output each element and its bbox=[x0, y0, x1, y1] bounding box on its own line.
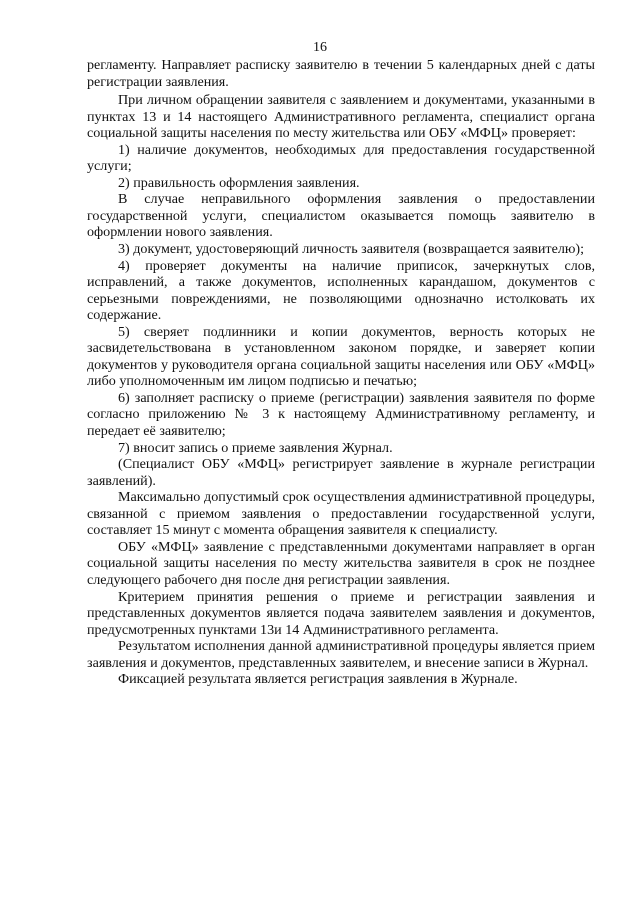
paragraph: Фиксацией результата является регистрация заявления в Журнале. bbox=[118, 671, 518, 688]
list-item: 4) проверяет документы на наличие приписок, зачеркнутых слов, исправлений, а также документов, исполненных карандашом, документов с серьезными повреждениями, не позволяющими однозначно истолковать их содержание. bbox=[87, 257, 595, 324]
page-number: 16 bbox=[313, 40, 327, 55]
paragraph: регламенту. Направляет расписку заявителю в течении 5 календарных дней с даты регистрации заявления. bbox=[87, 57, 595, 90]
paragraph: Результатом исполнения данной административной процедуры является прием заявления и документов, представленных заявителем, и внесение записи в Журнал. bbox=[87, 638, 595, 671]
list-item: 5) сверяет подлинники и копии документов, верность которых не засвидетельствована в установленном законом порядке, и заверяет копии документов у руководителя органа социальной защиты населения или ОБУ «МФЦ» либо уполномоченным им лицом подписью и печатью; bbox=[87, 323, 595, 390]
paragraph: В случае неправильного оформления заявления о предоставлении государственной услуги, специалистом оказывается помощь заявителю в оформлении нового заявления. bbox=[87, 191, 595, 241]
list-item: 6) заполняет расписку о приеме (регистрации) заявления заявителя по форме согласно приложению № 3 к настоящему Административному регламенту, и передает её заявителю; bbox=[87, 389, 595, 440]
paragraph: (Специалист ОБУ «МФЦ» регистрирует заявление в журнале регистрации заявлений). bbox=[87, 456, 595, 489]
paragraph: ОБУ «МФЦ» заявление с представленными документами направляет в орган социальной защиты населения по месту жительства заявителя в срок не позднее следующего рабочего дня после дня регистрации заявления. bbox=[87, 538, 595, 588]
list-item: 1) наличие документов, необходимых для предоставления государственной услуги; bbox=[87, 141, 595, 175]
list-item: 7) вносит запись о приеме заявления Журнал. bbox=[118, 439, 393, 456]
document-body bbox=[87, 57, 595, 688]
paragraph: Критерием принятия решения о приеме и регистрации заявления и представленных документов является подача заявителем заявления и документов, предусмотренных пунктами 13и 14 Административного регламента. bbox=[87, 588, 595, 638]
paragraph: При личном обращении заявителя с заявлением и документами, указанными в пунктах 13 и 14 настоящего Административного регламента, специалист органа социальной защиты населения по месту жительства или ОБУ «МФЦ» проверяет: bbox=[87, 92, 595, 142]
list-item: 2) правильность оформления заявления. bbox=[118, 174, 360, 191]
list-item: 3) документ, удостоверяющий личность заявителя (возвращается заявителю); bbox=[118, 241, 584, 258]
paragraph: Максимально допустимый срок осуществления административной процедуры, связанной с приемом заявления о предоставлении государственной услуги, составляет 15 минут с момента обращения заявителя к специалисту. bbox=[87, 489, 595, 539]
